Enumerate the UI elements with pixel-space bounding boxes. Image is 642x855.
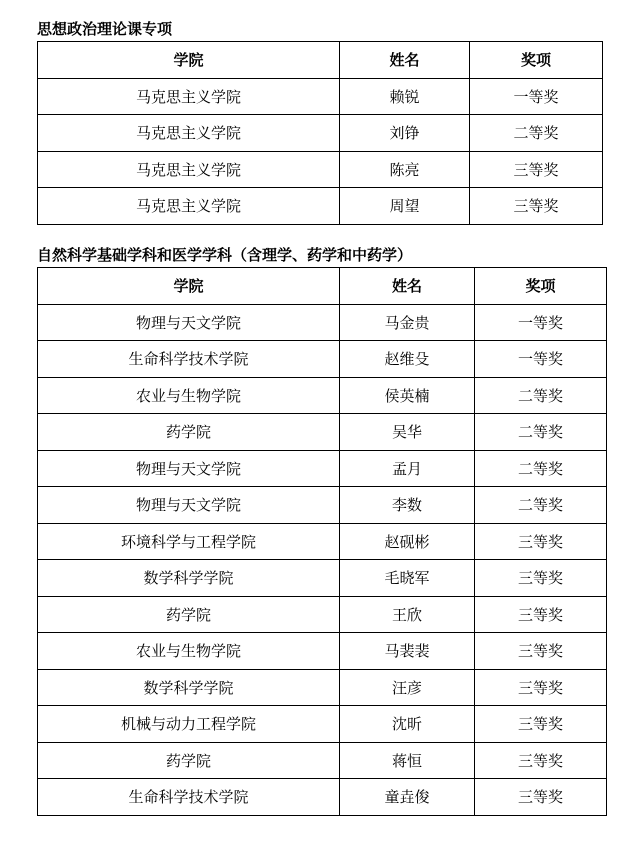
cell-college: 环境科学与工程学院 [38,523,340,560]
cell-college: 马克思主义学院 [38,115,340,152]
cell-award: 一等奖 [475,341,607,378]
table-row [38,341,607,378]
cell-college: 物理与天文学院 [38,304,340,341]
cell-college: 马克思主义学院 [38,78,340,115]
cell-award: 二等奖 [475,450,607,487]
cell-name: 赖锐 [340,78,470,115]
cell-name: 汪彦 [340,669,475,706]
cell-award: 一等奖 [475,304,607,341]
cell-award: 二等奖 [475,487,607,524]
table-row [38,188,603,225]
cell-name: 赵维殳 [340,341,475,378]
table-row [38,450,607,487]
cell-college: 马克思主义学院 [38,188,340,225]
cell-award: 三等奖 [475,706,607,743]
cell-college: 生命科学技术学院 [38,779,340,816]
cell-name: 侯英楠 [340,377,475,414]
cell-award: 三等奖 [475,560,607,597]
cell-name: 吴华 [340,414,475,451]
cell-award: 三等奖 [470,151,603,188]
table-row [38,523,607,560]
cell-name: 李数 [340,487,475,524]
table-header-row [38,268,607,305]
cell-name: 刘铮 [340,115,470,152]
cell-name: 周望 [340,188,470,225]
cell-college: 数学科学学院 [38,669,340,706]
table-row [38,633,607,670]
table-row [38,596,607,633]
cell-name: 赵砚彬 [340,523,475,560]
table-row [38,560,607,597]
cell-award: 一等奖 [470,78,603,115]
table-row [38,779,607,816]
table-row [38,706,607,743]
cell-college: 物理与天文学院 [38,487,340,524]
cell-award: 三等奖 [470,188,603,225]
section-title-ideology: 思想政治理论课专项 [37,20,173,38]
cell-name: 沈昕 [340,706,475,743]
cell-award: 三等奖 [475,523,607,560]
cell-college: 农业与生物学院 [38,633,340,670]
column-header-award: 奖项 [470,42,603,79]
cell-name: 毛晓军 [340,560,475,597]
cell-college: 生命科学技术学院 [38,341,340,378]
table-row [38,78,603,115]
award-table-natural-science [37,267,607,816]
cell-award: 三等奖 [475,596,607,633]
cell-name: 蒋恒 [340,742,475,779]
cell-award: 三等奖 [475,779,607,816]
cell-name: 王欣 [340,596,475,633]
table-row [38,669,607,706]
cell-college: 农业与生物学院 [38,377,340,414]
cell-college: 机械与动力工程学院 [38,706,340,743]
cell-name: 马金贵 [340,304,475,341]
column-header-award: 奖项 [475,268,607,305]
column-header-college: 学院 [38,268,340,305]
table-row [38,151,603,188]
cell-college: 药学院 [38,596,340,633]
column-header-college: 学院 [38,42,340,79]
cell-college: 物理与天文学院 [38,450,340,487]
cell-college: 药学院 [38,742,340,779]
table-header-row [38,42,603,79]
table-row [38,115,603,152]
cell-award: 二等奖 [470,115,603,152]
cell-name: 童垚俊 [340,779,475,816]
cell-name: 马裴裴 [340,633,475,670]
award-table-ideology [37,41,603,225]
cell-award: 二等奖 [475,414,607,451]
cell-award: 三等奖 [475,742,607,779]
cell-award: 三等奖 [475,633,607,670]
table-row [38,414,607,451]
cell-college: 药学院 [38,414,340,451]
cell-name: 陈亮 [340,151,470,188]
table-row [38,377,607,414]
section-title-natural-science: 自然科学基础学科和医学学科（含理学、药学和中药学） [37,246,413,264]
table-row [38,304,607,341]
cell-college: 马克思主义学院 [38,151,340,188]
cell-name: 孟月 [340,450,475,487]
cell-college: 数学科学学院 [38,560,340,597]
cell-award: 三等奖 [475,669,607,706]
table-row [38,742,607,779]
column-header-name: 姓名 [340,268,475,305]
column-header-name: 姓名 [340,42,470,79]
cell-award: 二等奖 [475,377,607,414]
table-row [38,487,607,524]
